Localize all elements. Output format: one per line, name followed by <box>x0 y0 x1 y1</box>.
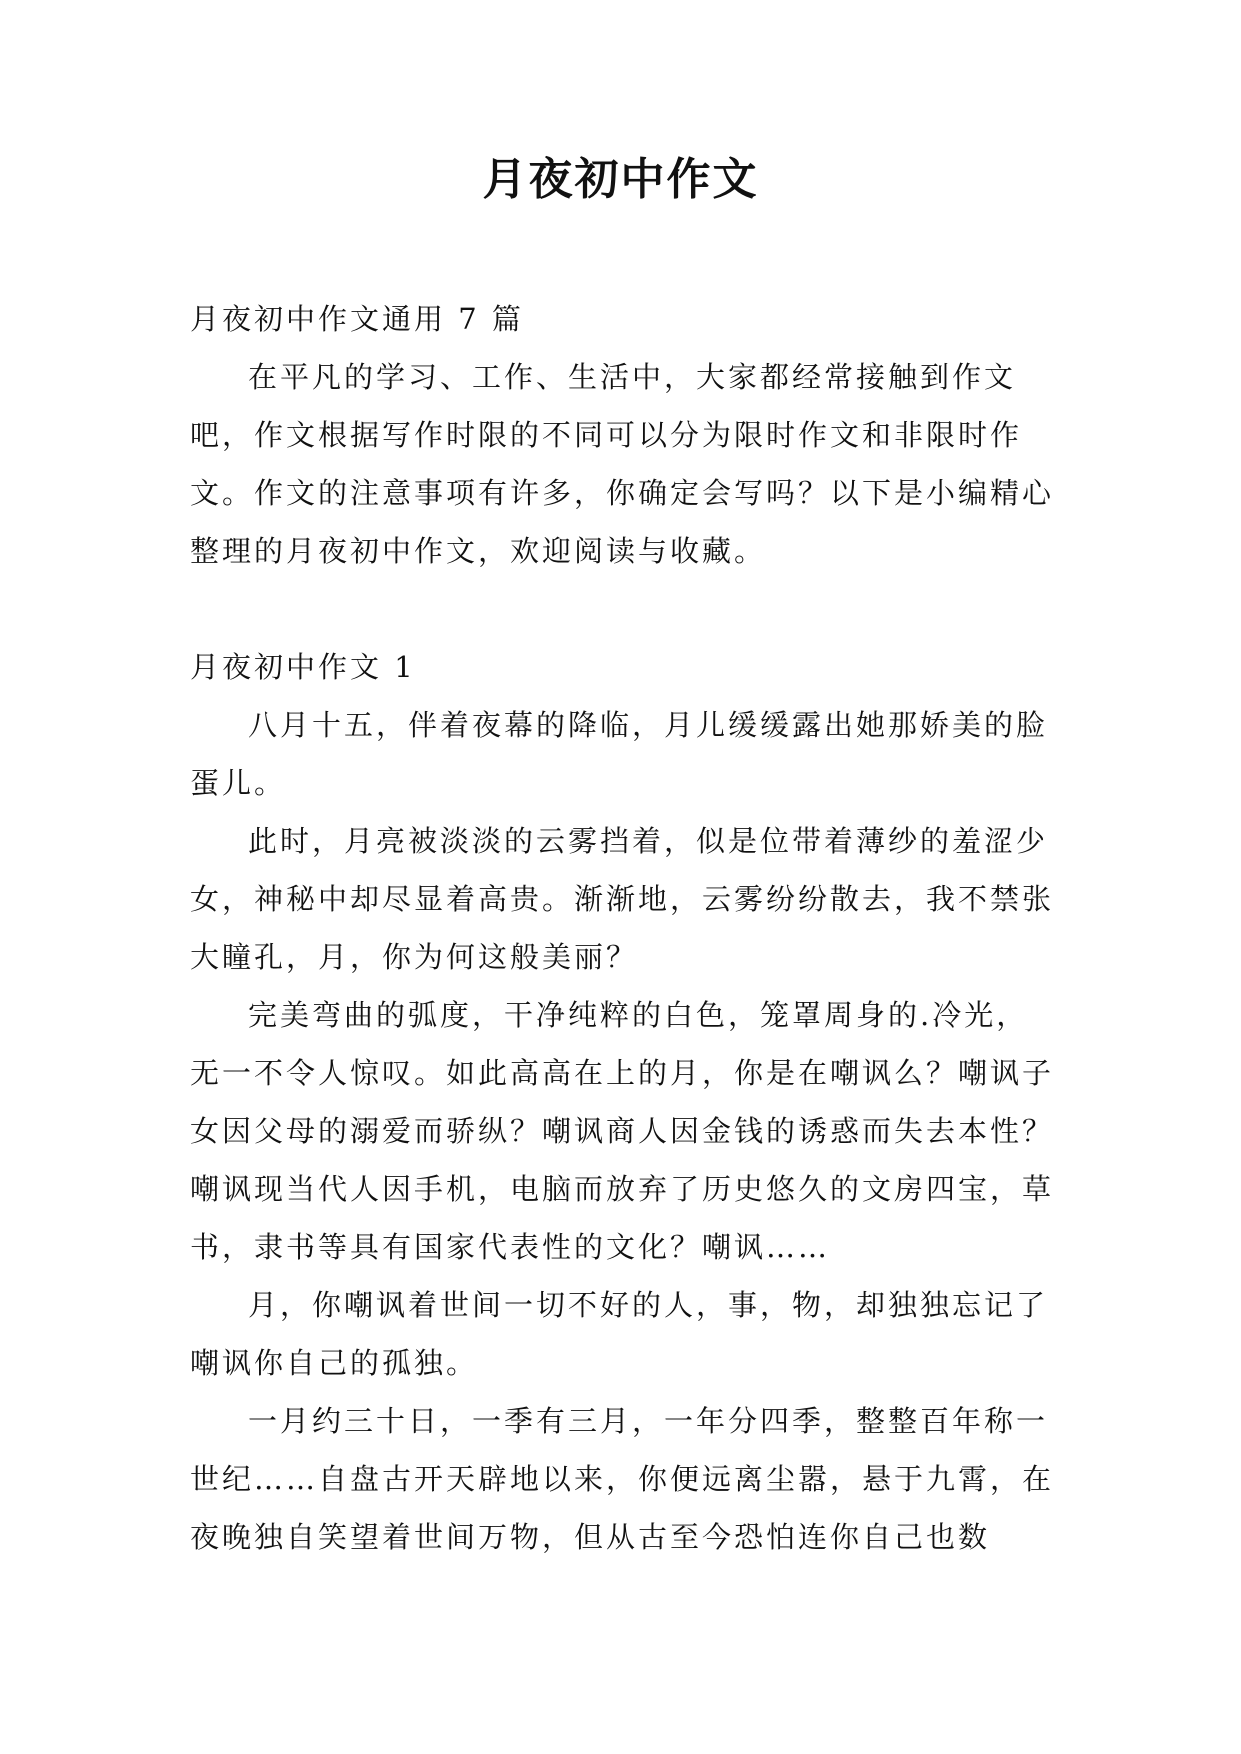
document-title: 月夜初中作文 <box>482 154 759 205</box>
essay-paragraph: 八月十五，伴着夜幕的降临，月儿缓缓露出她那娇美的脸蛋儿。 <box>190 708 1049 800</box>
essay-paragraph: 月，你嘲讽着世间一切不好的人，事，物，却独独忘记了嘲讽你自己的孤独。 <box>190 1288 1049 1380</box>
essay-paragraph: 完美弯曲的弧度，干净纯粹的白色，笼罩周身的.冷光，无一不令人惊叹。如此高高在上的月，你是在嘲讽么？嘲讽子女因父母的溺爱而骄纵？嘲讽商人因金钱的诱惑而失去本性？嘲讽现当代人因手机，电脑而放弃了历史悠久的文房四宝，草书，隶书等具有国家代表性的文化？嘲讽…… <box>190 998 1055 1264</box>
document-body <box>190 290 1056 1566</box>
intro-paragraph: 在平凡的学习、工作、生活中，大家都经常接触到作文吧，作文根据写作时限的不同可以分为限时作文和非限时作文。作文的注意事项有许多，你确定会写吗？以下是小编精心整理的月夜初中作文，欢迎阅读与收藏。 <box>190 360 1055 568</box>
section-spacer <box>190 580 1056 638</box>
essay-paragraph: 此时，月亮被淡淡的云雾挡着，似是位带着薄纱的羞涩少女，神秘中却尽显着高贵。渐渐地，云雾纷纷散去，我不禁张大瞳孔，月，你为何这般美丽？ <box>190 824 1055 974</box>
collection-subtitle: 月夜初中作文通用 7 篇 <box>190 302 524 336</box>
section-heading: 月夜初中作文 1 <box>190 650 416 684</box>
essay-paragraph: 一月约三十日，一季有三月，一年分四季，整整百年称一世纪……自盘古开天辟地以来，你便远离尘嚣，悬于九霄，在夜晚独自笑望着世间万物，但从古至今恐怕连你自己也数 <box>190 1404 1055 1554</box>
